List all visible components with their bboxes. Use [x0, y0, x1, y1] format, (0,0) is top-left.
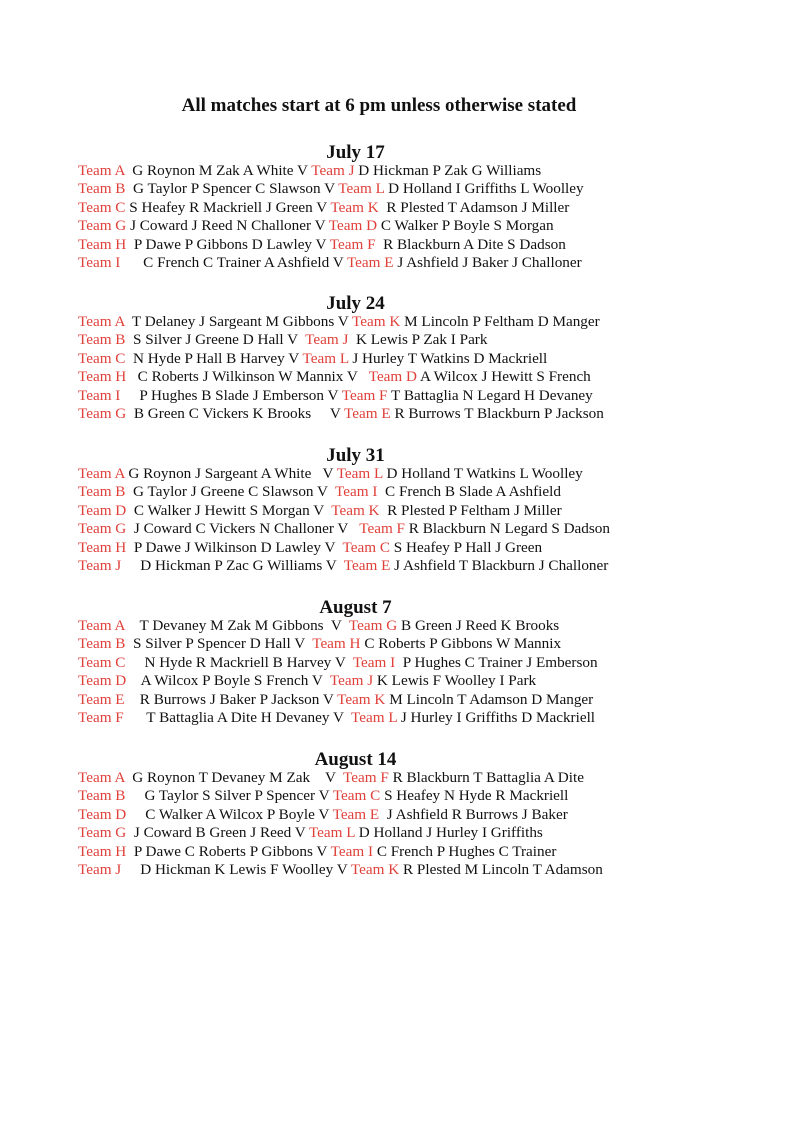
fixture-row: [78, 861, 718, 879]
fixture-row: [78, 709, 718, 727]
away-team: Team H: [304, 635, 361, 653]
home-players: J Coward J Reed N Challoner: [126, 217, 315, 235]
fixture-row: [78, 520, 718, 538]
home-players: G Roynon M Zak A White: [124, 162, 298, 179]
away-players: R Blackburn N Legard S Dadson: [405, 520, 610, 538]
fixture-row: [78, 617, 718, 635]
section-date: July 17: [326, 142, 385, 163]
fixture-row: [78, 465, 718, 483]
versus-label: V: [297, 162, 308, 179]
away-players: B Green J Reed K Brooks: [397, 617, 560, 634]
versus-label: V: [334, 653, 346, 671]
fixture-row: [78, 654, 718, 672]
home-players: C Walker J Hewitt S Morgan: [126, 501, 314, 519]
home-team: Team D: [78, 805, 127, 823]
home-players: N Hyde R Mackriell B Harvey: [125, 653, 335, 671]
away-team: Team E: [343, 253, 394, 271]
versus-label: V: [311, 672, 323, 690]
home-team: Team A: [78, 465, 125, 482]
away-team: Team F: [348, 520, 405, 538]
home-players: A Wilcox P Boyle S French: [126, 672, 312, 690]
versus-label: V: [329, 404, 341, 422]
home-players: D Hickman K Lewis F Woolley: [121, 860, 337, 878]
away-players: S Heafey P Hall J Green: [389, 538, 543, 556]
home-players: T Delaney J Sargeant M Gibbons: [124, 313, 338, 330]
home-team: Team B: [78, 483, 126, 501]
versus-label: V: [337, 520, 349, 538]
away-team: Team K: [326, 198, 379, 216]
home-team: Team B: [78, 787, 126, 805]
home-players: S Heafey R Mackriell J Green: [125, 198, 317, 216]
fixture-row: [78, 691, 718, 709]
versus-label: V: [324, 769, 336, 786]
fixture-row: [78, 672, 718, 690]
home-team: Team C: [78, 198, 126, 216]
away-team: Team G: [341, 617, 398, 634]
home-team: Team A: [78, 162, 125, 179]
fixture-row: [78, 483, 718, 501]
home-players: N Hyde P Hall B Harvey: [125, 349, 289, 367]
away-players: R Plested T Adamson J Miller: [378, 198, 570, 216]
fixture-list: [78, 313, 718, 423]
away-team: Team L: [343, 708, 398, 726]
away-players: R Plested M Lincoln T Adamson: [399, 860, 603, 878]
versus-label: V: [332, 253, 344, 271]
fixture-row: [78, 331, 718, 349]
home-players: B Green C Vickers K Brooks: [126, 404, 330, 422]
away-team: Team D: [325, 217, 378, 235]
fixture-row: [78, 236, 718, 254]
versus-label: V: [316, 842, 328, 860]
home-players: G Taylor S Silver P Spencer: [125, 787, 319, 805]
versus-label: V: [324, 180, 335, 198]
away-players: T Battaglia N Legard H Devaney: [387, 386, 593, 404]
fixture-row: [78, 254, 718, 272]
away-players: J Ashfield J Baker J Challoner: [393, 253, 582, 271]
home-players: G Roynon T Devaney M Zak: [124, 769, 325, 786]
away-team: Team C: [335, 538, 390, 556]
versus-label: V: [324, 538, 336, 556]
home-team: Team A: [78, 617, 125, 634]
fixture-row: [78, 824, 718, 842]
home-team: Team B: [78, 331, 126, 349]
home-players: T Battaglia A Dite H Devaney: [123, 708, 333, 726]
away-team: Team J: [307, 162, 355, 179]
away-players: P Hughes C Trainer J Emberson: [395, 653, 598, 671]
fixture-list: [78, 162, 718, 272]
fixture-list: [78, 465, 718, 575]
versus-label: V: [337, 313, 349, 330]
versus-label: V: [318, 787, 330, 805]
away-players: M Lincoln T Adamson D Manger: [385, 690, 594, 708]
home-team: Team H: [78, 842, 127, 860]
away-team: Team L: [334, 180, 385, 198]
versus-label: V: [313, 501, 324, 519]
home-team: Team D: [78, 501, 127, 519]
fixture-row: [78, 313, 718, 331]
home-players: P Hughes B Slade J Emberson: [120, 386, 328, 404]
away-team: Team E: [340, 404, 391, 422]
fixture-row: [78, 539, 718, 557]
home-team: Team I: [78, 253, 121, 271]
away-players: D Holland I Griffiths L Woolley: [384, 180, 584, 198]
versus-label: V: [346, 368, 358, 386]
away-players: J Hurley T Watkins D Mackriell: [348, 349, 548, 367]
home-team: Team A: [78, 313, 125, 330]
fixture-row: [78, 162, 718, 180]
away-team: Team L: [305, 824, 355, 842]
away-players: J Ashfield T Blackburn J Challoner: [390, 556, 609, 574]
home-team: Team J: [78, 556, 122, 574]
away-team: Team I: [345, 653, 396, 671]
versus-label: V: [294, 635, 305, 653]
away-team: Team L: [298, 349, 349, 367]
away-players: S Heafey N Hyde R Mackriell: [380, 787, 569, 805]
home-team: Team C: [78, 349, 126, 367]
home-team: Team G: [78, 824, 127, 842]
page-title: All matches start at 6 pm unless otherwise stated: [181, 95, 577, 116]
fixture-row: [78, 843, 718, 861]
fixture-row: [78, 199, 718, 217]
versus-label: V: [322, 465, 334, 482]
away-team: Team K: [323, 501, 380, 519]
versus-label: V: [333, 708, 344, 726]
home-team: Team F: [78, 708, 124, 726]
home-players: J Coward B Green J Reed: [126, 824, 295, 842]
home-players: J Coward C Vickers N Challoner: [126, 520, 338, 538]
versus-label: V: [316, 198, 327, 216]
home-players: P Dawe J Wilkinson D Lawley: [126, 538, 325, 556]
away-players: A Wilcox J Hewitt S French: [417, 368, 591, 386]
away-team: Team F: [335, 769, 389, 786]
home-team: Team H: [78, 368, 127, 386]
versus-label: V: [336, 860, 348, 878]
away-players: C French P Hughes C Trainer: [373, 842, 557, 860]
away-team: Team F: [338, 386, 388, 404]
away-team: Team I: [327, 842, 374, 860]
away-players: D Holland J Hurley I Griffiths: [354, 824, 543, 842]
versus-label: V: [294, 824, 306, 842]
versus-label: V: [330, 617, 342, 634]
section-date: August 7: [319, 597, 392, 618]
fixture-list: [78, 617, 718, 727]
home-team: Team G: [78, 217, 127, 235]
away-players: C French B Slade A Ashfield: [377, 483, 561, 501]
home-team: Team D: [78, 672, 127, 690]
away-team: Team I: [327, 483, 378, 501]
home-players: T Devaney M Zak M Gibbons: [124, 617, 331, 634]
home-team: Team G: [78, 404, 127, 422]
away-players: J Ashfield R Burrows J Baker: [379, 805, 568, 823]
home-players: G Roynon J Sargeant A White: [124, 465, 323, 482]
away-players: R Blackburn A Dite S Dadson: [375, 235, 566, 253]
home-team: Team I: [78, 386, 121, 404]
away-team: Team E: [329, 805, 380, 823]
home-players: C Walker A Wilcox P Boyle: [126, 805, 319, 823]
away-players: C Roberts P Gibbons W Mannix: [360, 635, 562, 653]
away-team: Team L: [333, 465, 383, 482]
away-players: R Burrows T Blackburn P Jackson: [390, 404, 604, 422]
fixture-row: [78, 769, 718, 787]
away-players: R Plested P Feltham J Miller: [379, 501, 562, 519]
fixture-row: [78, 217, 718, 235]
home-team: Team G: [78, 520, 127, 538]
versus-label: V: [315, 235, 327, 253]
fixture-row: [78, 368, 718, 386]
away-players: R Blackburn T Battaglia A Dite: [388, 769, 584, 786]
away-team: Team K: [347, 860, 400, 878]
fixture-list: [78, 769, 718, 879]
fixture-row: [78, 806, 718, 824]
away-team: Team K: [348, 313, 401, 330]
home-players: S Silver P Spencer D Hall: [125, 635, 295, 653]
home-team: Team B: [78, 635, 126, 653]
fixture-row: [78, 405, 718, 423]
home-players: S Silver J Greene D Hall: [125, 331, 288, 349]
home-players: G Taylor J Greene C Slawson: [125, 483, 318, 501]
versus-label: V: [317, 483, 328, 501]
away-players: C Walker P Boyle S Morgan: [377, 217, 554, 235]
versus-label: V: [325, 556, 337, 574]
home-players: D Hickman P Zac G Williams: [121, 556, 326, 574]
home-team: Team H: [78, 235, 127, 253]
away-players: D Hickman P Zak G Williams: [354, 162, 542, 179]
fixture-row: [78, 557, 718, 575]
fixture-row: [78, 502, 718, 520]
away-players: K Lewis P Zak I Park: [348, 331, 488, 349]
away-players: D Holland T Watkins L Woolley: [382, 465, 583, 482]
away-team: Team F: [326, 235, 376, 253]
section-date: August 14: [314, 749, 397, 770]
home-team: Team E: [78, 690, 125, 708]
away-players: K Lewis F Woolley I Park: [373, 672, 537, 690]
home-team: Team H: [78, 538, 127, 556]
home-players: P Dawe C Roberts P Gibbons: [126, 842, 317, 860]
fixture-row: [78, 387, 718, 405]
versus-label: V: [287, 331, 298, 349]
fixture-row: [78, 350, 718, 368]
versus-label: V: [318, 805, 330, 823]
fixture-row: [78, 180, 718, 198]
versus-label: V: [322, 690, 334, 708]
away-team: Team D: [357, 368, 418, 386]
fixture-row: [78, 635, 718, 653]
versus-label: V: [314, 217, 326, 235]
away-team: Team J: [297, 331, 349, 349]
home-players: P Dawe P Gibbons D Lawley: [126, 235, 316, 253]
fixture-row: [78, 787, 718, 805]
section-date: July 31: [326, 445, 385, 466]
versus-label: V: [288, 349, 299, 367]
away-team: Team E: [336, 556, 391, 574]
versus-label: V: [327, 386, 339, 404]
away-players: J Hurley I Griffiths D Mackriell: [397, 708, 596, 726]
away-players: M Lincoln P Feltham D Manger: [400, 313, 600, 330]
away-team: Team J: [322, 672, 374, 690]
home-players: C French C Trainer A Ashfield: [120, 253, 333, 271]
section-date: July 24: [326, 293, 385, 314]
away-team: Team K: [333, 690, 386, 708]
home-team: Team A: [78, 769, 125, 786]
home-team: Team C: [78, 653, 126, 671]
away-team: Team C: [329, 787, 381, 805]
home-team: Team B: [78, 180, 126, 198]
home-players: C Roberts J Wilkinson W Mannix: [126, 368, 347, 386]
home-team: Team J: [78, 860, 122, 878]
home-players: G Taylor P Spencer C Slawson: [125, 180, 325, 198]
home-players: R Burrows J Baker P Jackson: [124, 690, 323, 708]
